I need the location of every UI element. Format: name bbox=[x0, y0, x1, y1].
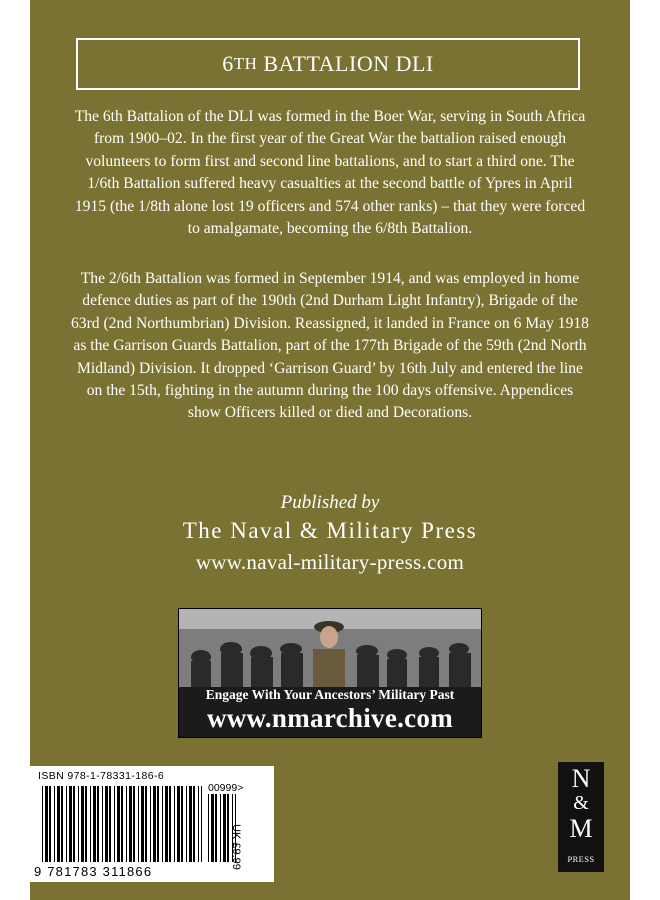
title-box bbox=[76, 38, 580, 90]
soldiers-photo bbox=[179, 609, 481, 687]
price-label: UK £9.99 bbox=[230, 824, 242, 870]
published-by-label: Published by bbox=[280, 492, 380, 513]
blurb-paragraph-1: The 6th Battalion of the DLI was formed in the Boer War, serving in South Africa from 1900–02. In the first year of the Great War the battalion raised enough volunteers to form first and second line battalions, and to start a third one. The 1/6th Battalion suffered heavy casualties at the second battle of Ypres in April 1915 (the 1/8th alone lost 19 officers and 574 other ranks) – that they were forced to amalgamate, becoming the 6/8th Battalion. bbox=[74, 108, 586, 238]
archive-banner bbox=[178, 608, 482, 738]
title-lead: 6 bbox=[222, 51, 234, 76]
banner-site-url: www.nmarchive.com bbox=[206, 703, 454, 733]
nm-press-logo bbox=[558, 762, 604, 872]
barcode-box bbox=[30, 766, 274, 882]
banner-tagline: Engage With Your Ancestors’ Military Past bbox=[205, 687, 455, 702]
back-cover bbox=[30, 0, 630, 900]
barcode-digits: 9 781783 311866 bbox=[34, 864, 153, 879]
barcode-bars bbox=[42, 786, 202, 862]
publisher-name: The Naval & Military Press bbox=[182, 518, 478, 543]
publisher-url: www.naval-military-press.com bbox=[195, 550, 465, 574]
logo-ampersand: & bbox=[573, 792, 589, 814]
addon-number: 00999> bbox=[208, 782, 244, 794]
title-sup: TH bbox=[233, 54, 258, 73]
title-rest: BATTALION DLI bbox=[257, 51, 434, 76]
logo-letter-m: M bbox=[569, 814, 593, 843]
logo-press-word: PRESS bbox=[567, 854, 595, 864]
isbn-text: ISBN 978-1-78331-186-6 bbox=[38, 770, 165, 782]
logo-letter-n: N bbox=[571, 764, 591, 793]
blurb-paragraph-2: The 2/6th Battalion was formed in September 1914, and was employed in home defence duties as part of the 190th (2nd Durham Light Infantry), Brigade of the 63rd (2nd Northumbrian) Division. Reassigned, it landed in France on 6 May 1918 as the Garrison Guards Battalion, part of the 177th Brigade of the 59th (2nd North Midland) Division. It dropped ‘Garrison Guard’ by 16th July and entered the line on the 15th, fighting in the autumn during the 100 days offensive. Appendices show Officers killed or died and Decorations. bbox=[71, 270, 589, 422]
